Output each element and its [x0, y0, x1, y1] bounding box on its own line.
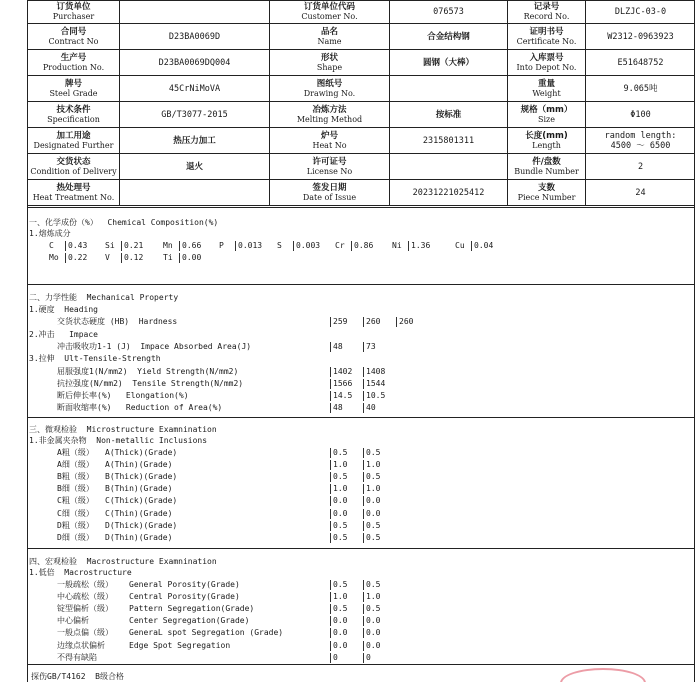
- element-symbol: V: [105, 253, 110, 262]
- macro-value: 0.0: [363, 628, 380, 638]
- macrostructure-subtitle: 1.低倍 Macrostructure: [29, 568, 132, 577]
- header-label-en: Date of Issue: [302, 192, 357, 202]
- header-label-en: Shape: [316, 62, 343, 72]
- inclusion-value: 1.0: [363, 460, 380, 470]
- mechanical-value: 73: [363, 342, 376, 352]
- header-value: 20231221025412: [412, 187, 485, 198]
- header-value: D23BA0069D: [168, 31, 221, 42]
- header-label-en: Into Depot No.: [516, 62, 577, 72]
- header-label-cell: [270, 154, 390, 180]
- header-label-zh: 炉号: [320, 130, 338, 141]
- inclusion-label-zh: A粗（级）: [57, 448, 94, 457]
- macrostructure-section: [27, 548, 695, 662]
- header-label-cell: [508, 180, 586, 206]
- header-value-cell: [390, 76, 508, 102]
- header-label-en: Size: [538, 114, 555, 124]
- element-value: 0.43: [65, 241, 87, 251]
- header-value: E51648752: [617, 57, 664, 68]
- header-label-cell: [28, 1, 120, 24]
- macro-value: 0.5: [363, 580, 380, 590]
- header-value-cell: [586, 154, 695, 180]
- element-symbol: Si: [105, 241, 115, 250]
- header-value: W2312-0963923: [607, 31, 674, 42]
- header-value-cell: [586, 128, 695, 154]
- header-label-en: Contract No: [48, 36, 99, 46]
- inclusion-value: 1.0: [330, 460, 347, 470]
- microstructure-section: [27, 417, 695, 542]
- header-label-zh: 支数: [537, 182, 555, 193]
- header-label-en: Weight: [532, 88, 561, 98]
- header-value-cell: [586, 1, 695, 24]
- header-value: 退火: [185, 161, 203, 172]
- element-symbol: Cu: [455, 241, 465, 250]
- mechanical-label: 抗拉强度(N/mm2) Tensile Strength(N/mm2): [57, 378, 244, 388]
- header-label-en: Length: [532, 140, 561, 150]
- header-label-cell: [508, 1, 586, 24]
- header-label-en: Production No.: [42, 62, 105, 72]
- header-label-en: Heat Treatment No.: [32, 192, 115, 202]
- mechanical-value: 1408: [363, 367, 385, 377]
- header-label-zh: 图纸号: [316, 78, 343, 89]
- mechanical-value: 14.5: [330, 391, 352, 401]
- header-row: [28, 1, 695, 24]
- header-label-cell: [28, 50, 120, 76]
- inclusion-value: 0.5: [363, 521, 380, 531]
- inclusion-label-en: A(Thin)(Grade): [105, 460, 173, 470]
- header-value-cell: [586, 180, 695, 206]
- header-label-zh: 记录号: [533, 2, 560, 12]
- header-label-en: Record No.: [523, 12, 570, 21]
- header-value: 9.065吨: [623, 83, 658, 94]
- header-row: [28, 76, 695, 102]
- element-symbol: Ti: [163, 253, 173, 262]
- macro-label-en: Edge Spot Segregation: [129, 640, 231, 650]
- mechanical-value: 10.5: [363, 391, 385, 401]
- inclusion-label-en: B(Thin)(Grade): [105, 484, 173, 494]
- macro-label-en: General Porosity(Grade): [129, 580, 240, 589]
- inclusion-value: 0.0: [330, 496, 347, 506]
- mechanical-value: 1566: [330, 379, 352, 389]
- inclusion-label-en: D(Thick)(Grade): [105, 520, 178, 530]
- header-label-cell: [508, 24, 586, 50]
- mechanical-value: 48: [330, 403, 343, 413]
- mechanical-label: 断面收缩率(%) Reduction of Area(%): [57, 403, 223, 413]
- element-symbol: Ni: [392, 241, 402, 250]
- macro-value: 1.0: [363, 592, 380, 602]
- header-value-cell: [390, 154, 508, 180]
- element-value: 0.22: [65, 253, 87, 263]
- element-symbol: P: [219, 241, 224, 250]
- header-label-zh: 品名: [320, 26, 338, 37]
- header-label-en: Melting Method: [296, 114, 363, 124]
- mechanical-value: 260: [396, 317, 413, 327]
- header-label-en: Designated Further: [33, 140, 114, 150]
- header-label-cell: [28, 24, 120, 50]
- header-label-zh: 长度(mm): [525, 130, 568, 141]
- header-value: 圆钢（大棒）: [422, 57, 474, 68]
- microstructure-subtitle: 1.非金属夹杂物 Non-metallic Inclusions: [29, 436, 208, 445]
- inclusion-value: 0.5: [330, 472, 347, 482]
- header-row: [28, 50, 695, 76]
- header-value-cell: [586, 102, 695, 128]
- header-label-en: Name: [317, 36, 342, 46]
- macro-label-zh: 一般点偏（级）: [57, 628, 113, 638]
- header-value: D23BA0069DQ004: [158, 57, 231, 68]
- header-value: 热压力加工: [173, 135, 216, 146]
- header-value-cell: [390, 24, 508, 50]
- mechanical-label: 交货状态硬度 (HB) Hardness: [57, 317, 178, 327]
- header-value-cell: [390, 180, 508, 206]
- element-value: 0.013: [235, 241, 262, 251]
- footer-section: [27, 664, 695, 681]
- header-label-zh: 签发日期: [312, 182, 347, 193]
- header-label-cell: [270, 1, 390, 24]
- header-value-cell: [390, 128, 508, 154]
- element-symbol: Mo: [49, 253, 59, 262]
- header-value-cell: [120, 154, 270, 180]
- header-label-zh: 形状: [320, 52, 338, 63]
- mechanical-label: 屈服强度1(N/mm2) Yield Strength(N/mm2): [57, 366, 239, 376]
- header-label-cell: [508, 128, 586, 154]
- inclusion-value: 0.0: [363, 496, 380, 506]
- inclusion-label-zh: B粗（级）: [57, 472, 94, 482]
- header-value: 076573: [433, 7, 464, 17]
- header-label-zh: 入库票号: [529, 52, 564, 63]
- inclusion-value: 0.5: [330, 533, 347, 543]
- header-label-en: Customer No.: [301, 12, 358, 21]
- element-value: 0.86: [351, 241, 373, 251]
- mechanical-label: 冲击吸收功1-1 (J) Impace Absorbed Area(J): [57, 341, 252, 351]
- inclusion-label-zh: D粗（级）: [57, 520, 94, 530]
- mechanical-value: 40: [363, 403, 376, 413]
- mechanical-heading: 1.硬度 Heading: [29, 305, 98, 314]
- header-label-en: Heat No: [312, 140, 347, 150]
- inclusion-value: 0.5: [363, 533, 380, 543]
- header-label-zh: 合同号: [60, 26, 87, 37]
- macro-label-zh: 中心偏析: [57, 616, 89, 626]
- macro-value: 0.0: [363, 641, 380, 651]
- header-label-zh: 证明书号: [529, 26, 564, 37]
- header-value: 合金结构钢: [427, 31, 470, 42]
- inclusion-label-en: A(Thick)(Grade): [105, 448, 178, 457]
- inclusion-label-en: C(Thick)(Grade): [105, 496, 178, 506]
- header-label-en: Purchaser: [52, 12, 95, 21]
- macro-value: 0.0: [330, 641, 347, 651]
- header-label-zh: 交货状态: [56, 156, 91, 167]
- header-label-cell: [508, 76, 586, 102]
- element-value: 0.21: [121, 241, 143, 251]
- header-label-cell: [270, 180, 390, 206]
- mechanical-label: 断后伸长率(%) Elongation(%): [57, 391, 189, 401]
- mechanical-heading: 2.冲击 Impace: [29, 329, 98, 339]
- inclusion-value: 0.0: [363, 509, 380, 519]
- inclusion-value: 1.0: [363, 484, 380, 494]
- header-label-cell: [28, 102, 120, 128]
- chemical-section: [27, 207, 695, 262]
- microstructure-title: 三、微观检验 Microstructure Examnination: [29, 425, 217, 434]
- header-value-cell: [390, 50, 508, 76]
- header-value: GB/T3077-2015: [161, 109, 228, 120]
- macro-value: 0.5: [330, 604, 347, 614]
- header-label-zh: 订货单位代码: [303, 2, 355, 12]
- macro-label-zh: 一般疏松（级）: [57, 580, 113, 589]
- mechanical-value: 260: [363, 317, 380, 327]
- chemical-subtitle: 1.熔炼成分: [29, 229, 71, 238]
- header-label-cell: [270, 76, 390, 102]
- element-value: 0.12: [121, 253, 143, 263]
- header-label-zh: 生产号: [60, 52, 87, 63]
- header-label-en: Certificate No.: [516, 36, 577, 46]
- chemical-title: 一、化学成份（%） Chemical Composition(%): [29, 218, 219, 227]
- header-row: [28, 154, 695, 180]
- header-label-zh: 加工用途: [56, 130, 91, 141]
- header-value: 2315801311: [422, 135, 475, 146]
- header-label-cell: [508, 102, 586, 128]
- macro-label-en: Center Segregation(Grade): [129, 616, 250, 626]
- header-value: random length:: [604, 130, 677, 141]
- element-value: 0.003: [293, 241, 320, 251]
- header-label-cell: [508, 50, 586, 76]
- header-label-cell: [28, 180, 120, 206]
- header-label-zh: 许可证号: [312, 156, 347, 167]
- macro-label-zh: 不得有缺陷: [57, 652, 97, 662]
- header-value: DLZJC-03-0: [614, 7, 667, 17]
- inclusion-label-en: C(Thin)(Grade): [105, 508, 173, 518]
- macro-value: 0.0: [363, 616, 380, 626]
- header-label-cell: [270, 24, 390, 50]
- mechanical-value: 1402: [330, 367, 352, 377]
- header-value: 45CrNiMoVA: [168, 83, 221, 94]
- inclusion-value: 0.5: [363, 448, 380, 458]
- header-label-en: Bundle Number: [514, 166, 579, 176]
- inclusion-label-zh: A细（级）: [57, 460, 94, 470]
- header-value-cell: [120, 180, 270, 206]
- header-label-zh: 重量: [537, 78, 555, 89]
- header-value: Φ100: [630, 109, 651, 120]
- header-row: [28, 180, 695, 206]
- header-label-zh: 订货单位: [56, 2, 91, 12]
- header-value-cell: [120, 24, 270, 50]
- inclusion-label-zh: D细（级）: [57, 532, 94, 542]
- macro-label-en: Central Porosity(Grade): [129, 592, 240, 602]
- header-value-cell: [586, 76, 695, 102]
- macro-value: 0: [363, 653, 371, 663]
- header-label-cell: [28, 76, 120, 102]
- header-value-cell: [120, 76, 270, 102]
- header-value-cell: [120, 1, 270, 24]
- inclusion-label-zh: C细（级）: [57, 508, 94, 518]
- header-label-cell: [28, 154, 120, 180]
- header-value-2: 4500 ～ 6500: [610, 140, 671, 151]
- footer-text: 探伤GB/T4162 B级合格: [31, 672, 124, 681]
- header-table: [27, 0, 695, 206]
- mechanical-section: [27, 284, 695, 413]
- header-label-en: Condition of Delivery: [30, 166, 117, 176]
- header-row: [28, 24, 695, 50]
- macro-value: 0.5: [330, 580, 347, 590]
- inclusion-value: 0.5: [330, 448, 347, 458]
- element-symbol: Cr: [335, 241, 345, 250]
- header-value: 24: [635, 187, 646, 198]
- macrostructure-title: 四、宏观检验 Macrostructure Examnination: [29, 557, 217, 566]
- header-label-zh: 技术条件: [56, 104, 91, 115]
- mechanical-title: 二、力学性能 Mechanical Property: [29, 293, 179, 302]
- mechanical-value: 48: [330, 342, 343, 352]
- header-row: [28, 102, 695, 128]
- header-value-cell: [120, 128, 270, 154]
- macro-value: 0.0: [330, 628, 347, 638]
- header-value-cell: [390, 102, 508, 128]
- header-label-zh: 件/盘数: [532, 156, 561, 167]
- header-label-zh: 牌号: [64, 78, 82, 89]
- header-label-cell: [28, 128, 120, 154]
- macro-label-en: Pattern Segregation(Grade): [129, 604, 255, 614]
- macro-label-zh: 边缘点状偏析: [57, 640, 105, 650]
- header-label-cell: [270, 128, 390, 154]
- header-label-en: Steel Grade: [49, 88, 98, 98]
- header-label-cell: [508, 154, 586, 180]
- header-value-cell: [586, 50, 695, 76]
- header-value-cell: [120, 50, 270, 76]
- header-label-zh: 热处理号: [56, 182, 91, 193]
- header-label-zh: 冶炼方法: [312, 104, 347, 115]
- element-value: 0.00: [179, 253, 201, 263]
- inclusion-label-en: B(Thick)(Grade): [105, 472, 178, 482]
- inclusion-label-en: D(Thin)(Grade): [105, 532, 173, 542]
- header-label-en: Piece Number: [517, 192, 576, 202]
- macro-value: 0: [330, 653, 338, 663]
- macro-label-en: GeneraL spot Segregation (Grade): [129, 628, 284, 638]
- macro-value: 1.0: [330, 592, 347, 602]
- inclusion-value: 0.0: [330, 509, 347, 519]
- header-label-cell: [270, 50, 390, 76]
- inclusion-value: 1.0: [330, 484, 347, 494]
- header-label-en: License No: [306, 166, 353, 176]
- header-label-en: Specification: [47, 114, 100, 124]
- header-value-cell: [390, 1, 508, 24]
- inclusion-value: 0.5: [330, 521, 347, 531]
- macro-value: 0.0: [330, 616, 347, 626]
- mechanical-value: 1544: [363, 379, 385, 389]
- header-value: 按标准: [435, 109, 462, 120]
- inclusion-value: 0.5: [363, 472, 380, 482]
- header-value-cell: [120, 102, 270, 128]
- element-symbol: Mn: [163, 241, 173, 250]
- inclusion-label-zh: B细（级）: [57, 484, 94, 494]
- macro-label-zh: 中心疏松（级）: [57, 592, 113, 602]
- element-symbol: C: [49, 241, 54, 250]
- mechanical-value: 259: [330, 317, 347, 327]
- element-value: 0.04: [471, 241, 493, 251]
- element-symbol: S: [277, 241, 282, 250]
- macro-value: 0.5: [363, 604, 380, 614]
- element-value: 0.66: [179, 241, 201, 251]
- header-label-cell: [270, 102, 390, 128]
- element-value: 1.36: [408, 241, 430, 251]
- mechanical-heading: 3.拉伸 Ult-Tensile-Strength: [29, 354, 161, 364]
- header-value: 2: [637, 161, 644, 172]
- header-label-zh: 规格（mm）: [520, 104, 573, 115]
- macro-label-zh: 锭型偏析（级）: [57, 604, 113, 614]
- inclusion-label-zh: C粗（级）: [57, 496, 94, 506]
- header-label-en: Drawing No.: [303, 88, 356, 98]
- header-row: [28, 128, 695, 154]
- header-value-cell: [586, 24, 695, 50]
